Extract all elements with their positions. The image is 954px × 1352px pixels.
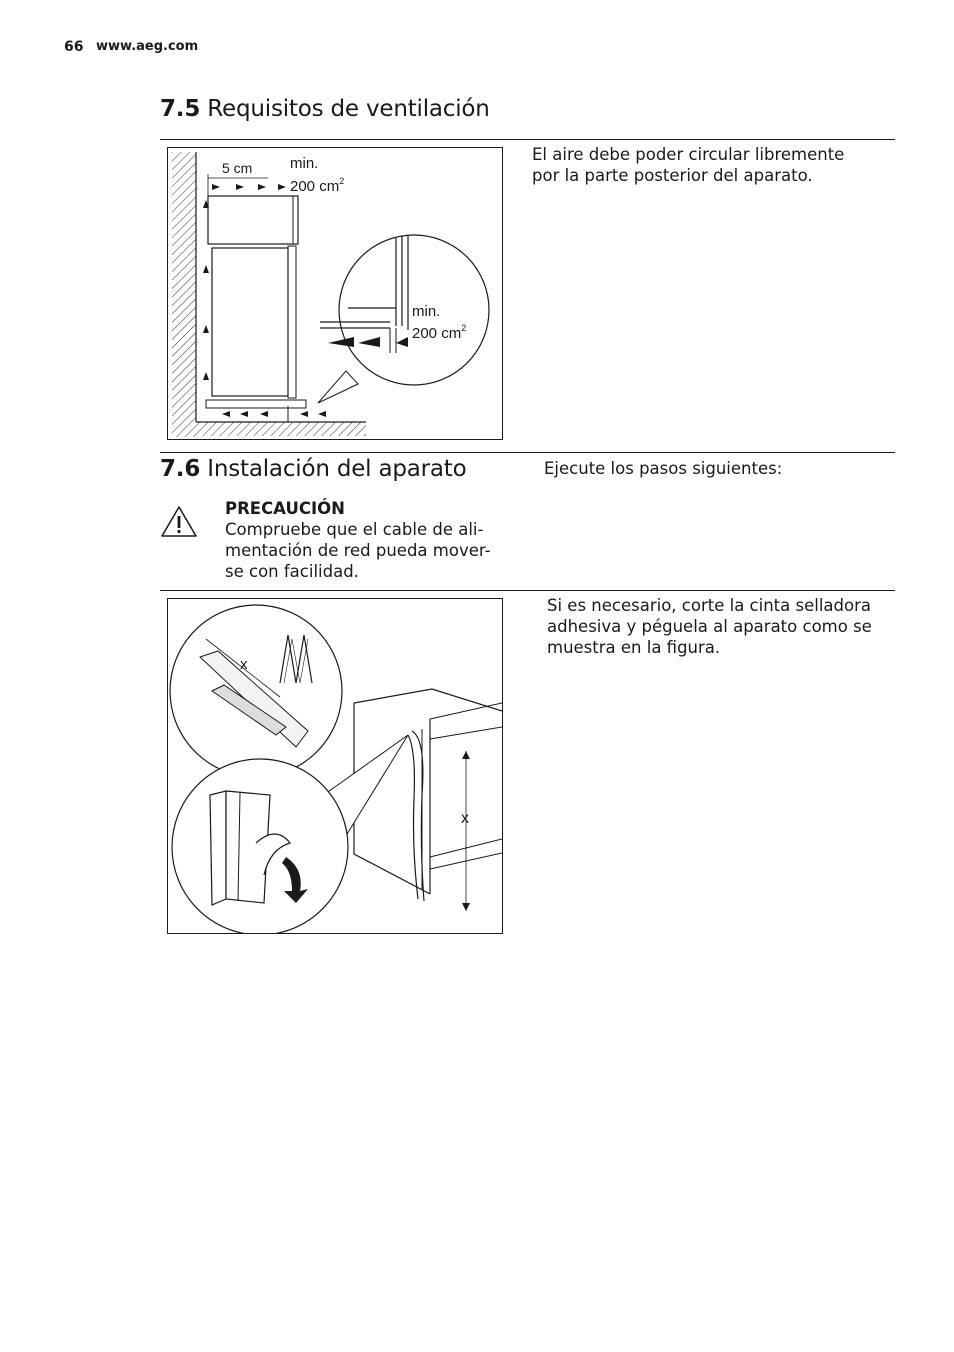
section-7-6-title: [160, 456, 467, 482]
section-7-6-rule: [160, 452, 895, 453]
zoom-area-label: 200 $cm^2$: [412, 323, 467, 342]
warning-icon: [160, 504, 198, 538]
caution-title: PRECAUCIÓN: [225, 499, 345, 518]
label-x-top: x: [240, 656, 248, 673]
gap-label: 5 cm: [222, 160, 253, 176]
plinth: [206, 400, 306, 408]
area-label: 200 $cm^2$: [290, 176, 345, 195]
caution-text: [225, 519, 515, 582]
airflow-arrows-bottom: [222, 411, 326, 417]
sealing-tape-figure: [167, 598, 503, 934]
website-url: www.aeg.com: [96, 39, 199, 54]
section-7-6-heading: Instalación del aparato: [207, 456, 467, 482]
section-7-5-heading: Requisitos de ventilación: [207, 96, 490, 122]
section-7-5-title: [160, 96, 490, 122]
floor-hatch: [196, 422, 366, 436]
upper-cabinet: [208, 196, 298, 244]
step-rule: [160, 590, 895, 591]
section-7-6-intro: Ejecute los pasos siguientes:: [544, 459, 783, 478]
caution-line: Compruebe que el cable de ali-: [225, 520, 484, 539]
airflow-arrows-top: [212, 184, 286, 190]
wall-hatch: [172, 152, 196, 437]
ventilation-figure: [167, 147, 503, 440]
section-7-5-rule: [160, 139, 895, 140]
min-label: min.: [290, 155, 319, 172]
zoom-min-label: min.: [412, 303, 441, 320]
label-x-side: x: [461, 810, 469, 827]
caution-line: mentación de red pueda mover-: [225, 541, 491, 560]
section-7-6-number: 7.6: [160, 456, 201, 482]
section-7-5-text: El aire debe poder circular libremente por la parte posterior del aparato.: [532, 145, 845, 185]
step-text: Si es necesario, corte la cinta selladora adhesiva y péguela al aparato como se muestra en la figura.: [547, 596, 872, 657]
caution-line: se con facilidad.: [225, 562, 359, 581]
page-number: 66: [64, 39, 84, 55]
appliance-body: [212, 248, 288, 396]
section-7-5-number: 7.5: [160, 96, 201, 122]
